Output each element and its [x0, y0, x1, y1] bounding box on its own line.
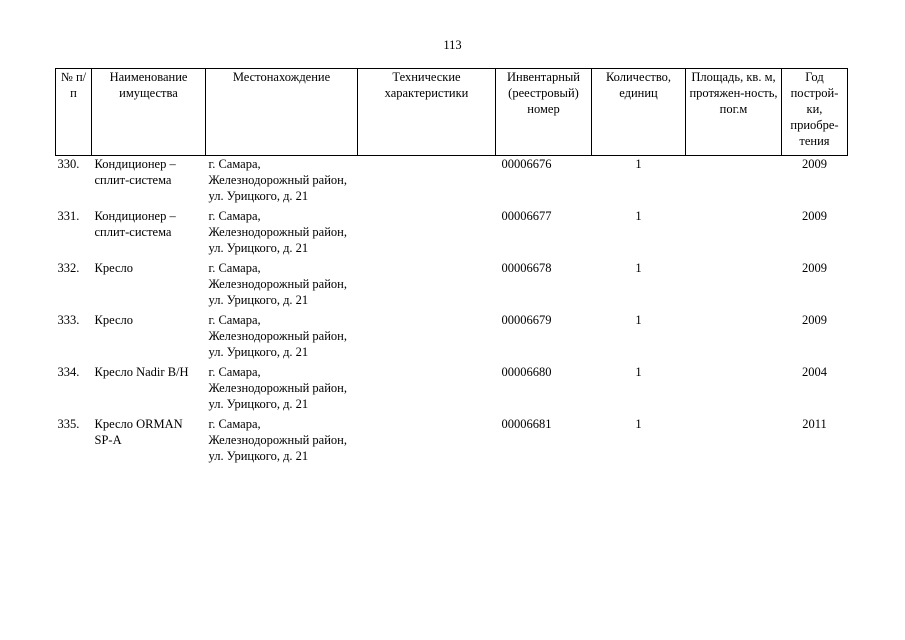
cell-num: 333. [57, 313, 80, 327]
cell-location: г. Самара, Железнодорожный район, ул. Урицкого, д. 21 [208, 261, 347, 307]
cell-num: 332. [57, 261, 80, 275]
table-row [56, 416, 848, 468]
cell-num: 335. [57, 417, 80, 431]
cell-location: г. Самара, Железнодорожный район, ул. Урицкого, д. 21 [208, 209, 347, 255]
header-inv: Инвентарный (реестровый) номер [496, 69, 592, 156]
cell-tech [358, 416, 496, 468]
cell-qty: 1 [635, 365, 642, 379]
cell-name: Кондиционер – сплит-система [94, 157, 176, 187]
cell-area [686, 312, 782, 364]
cell-qty: 1 [635, 417, 642, 431]
cell-name: Кресло [94, 261, 133, 275]
cell-name: Кресло Nadir B/H [94, 365, 189, 379]
cell-inv: 00006678 [501, 261, 552, 275]
cell-location: г. Самара, Железнодорожный район, ул. Урицкого, д. 21 [208, 365, 347, 411]
cell-num: 334. [57, 365, 80, 379]
cell-name: Кондиционер – сплит-система [94, 209, 176, 239]
cell-area [686, 260, 782, 312]
cell-location: г. Самара, Железнодорожный район, ул. Урицкого, д. 21 [208, 157, 347, 203]
cell-year: 2009 [802, 157, 827, 171]
cell-area [686, 416, 782, 468]
cell-tech [358, 208, 496, 260]
cell-area [686, 156, 782, 209]
header-name: Наименование имущества [92, 69, 206, 156]
header-tech: Технические характеристики [358, 69, 496, 156]
cell-year: 2011 [802, 417, 827, 431]
cell-inv: 00006676 [501, 157, 552, 171]
cell-inv: 00006680 [501, 365, 552, 379]
header-qty: Количество, единиц [592, 69, 686, 156]
cell-tech [358, 312, 496, 364]
header-year: Год построй-ки, приобре-тения [782, 69, 848, 156]
table-row [56, 208, 848, 260]
header-num: № п/п [56, 69, 92, 156]
cell-location: г. Самара, Железнодорожный район, ул. Урицкого, д. 21 [208, 313, 347, 359]
cell-area [686, 208, 782, 260]
cell-qty: 1 [635, 261, 642, 275]
cell-tech [358, 364, 496, 416]
cell-year: 2004 [802, 365, 827, 379]
cell-area [686, 364, 782, 416]
table-row [56, 364, 848, 416]
cell-qty: 1 [635, 313, 642, 327]
header-location: Местонахождение [206, 69, 358, 156]
cell-qty: 1 [635, 209, 642, 223]
cell-num: 330. [57, 157, 80, 171]
cell-year: 2009 [802, 209, 827, 223]
cell-name: Кресло ORMAN SP-A [94, 417, 183, 447]
cell-num: 331. [57, 209, 80, 223]
table-header-row [56, 69, 848, 156]
cell-inv: 00006677 [501, 209, 552, 223]
table-row [56, 156, 848, 209]
page-number: 113 [443, 38, 462, 52]
cell-inv: 00006681 [501, 417, 552, 431]
cell-inv: 00006679 [501, 313, 552, 327]
cell-name: Кресло [94, 313, 133, 327]
header-area: Площадь, кв. м, протяжен-ность, пог.м [686, 69, 782, 156]
cell-location: г. Самара, Железнодорожный район, ул. Урицкого, д. 21 [208, 417, 347, 463]
cell-year: 2009 [802, 261, 827, 275]
table-row [56, 260, 848, 312]
property-register-table [55, 68, 848, 468]
cell-tech [358, 156, 496, 209]
table-row [56, 312, 848, 364]
cell-year: 2009 [802, 313, 827, 327]
cell-tech [358, 260, 496, 312]
cell-qty: 1 [635, 157, 642, 171]
